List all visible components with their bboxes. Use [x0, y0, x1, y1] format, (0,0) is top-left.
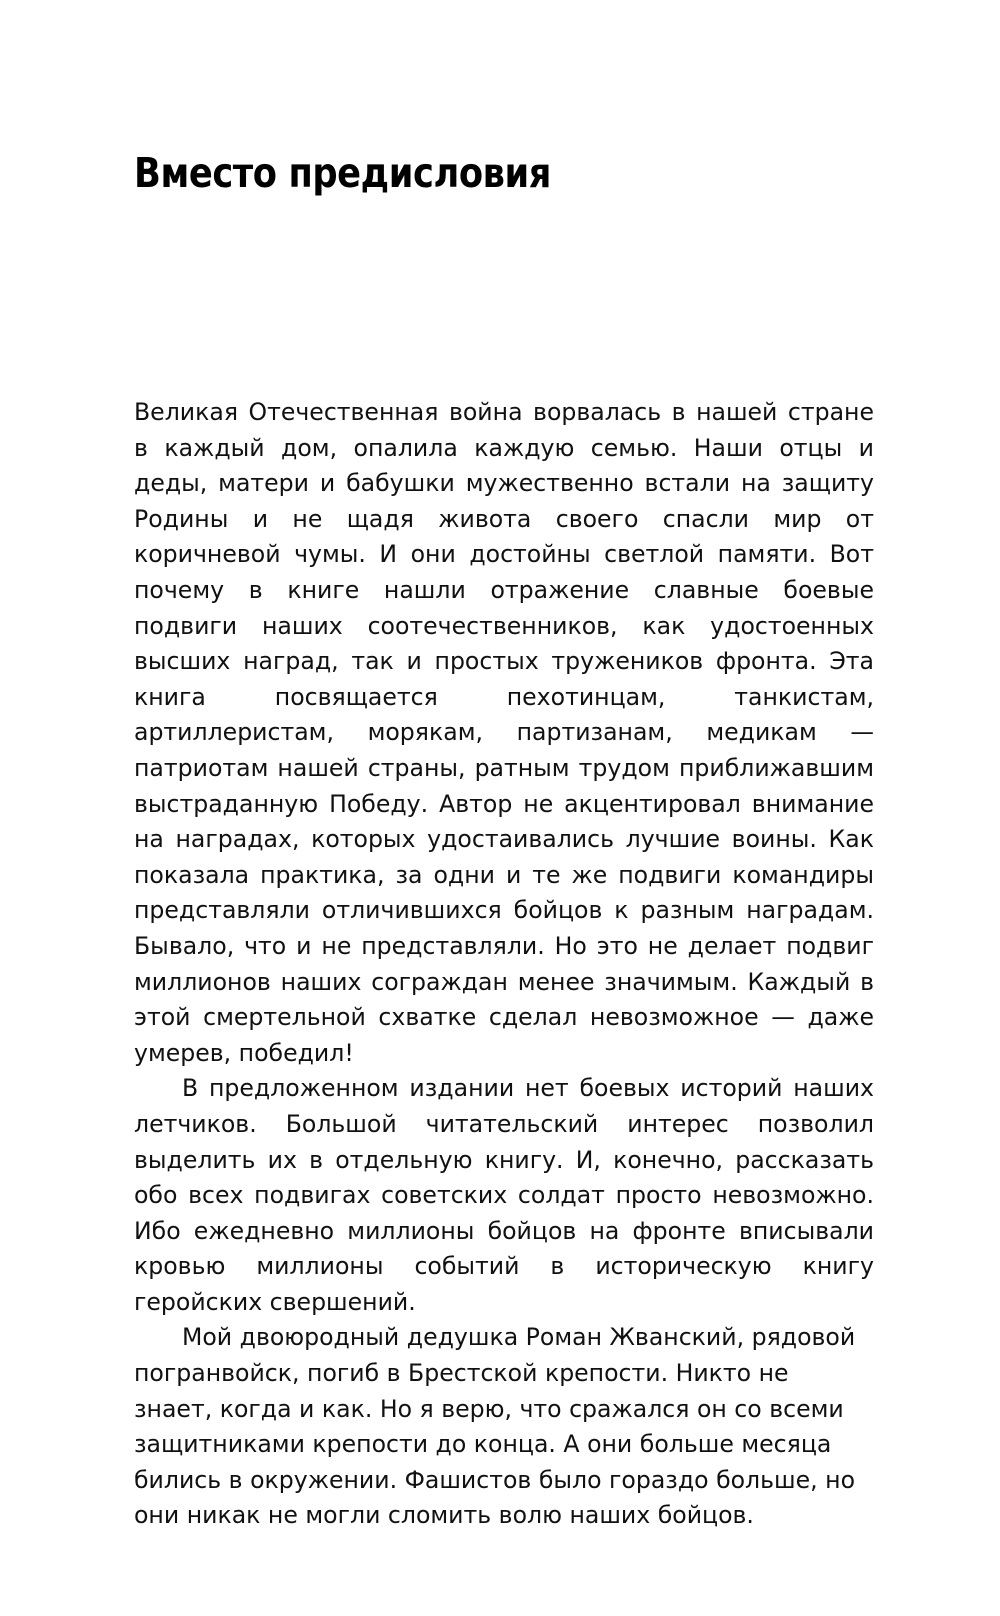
paragraph-2: В предложенном издании нет боевых историй наших летчиков. Большой читательский интерес позволил выделить их в отдельную книгу. И, конечно, рассказать обо всех подвигах советских солдат просто невозможно. Ибо ежедневно миллионы бойцов на фронте вписывали кровью миллионы событий в историческую книгу геройских свершений.	[134, 1074, 874, 1316]
paragraph-1: Великая Отечественная война ворвалась в нашей стране в каждый дом, опалила каждую семью. Наши отцы и деды, матери и бабушки мужественно встали на защиту Родины и не щадя живота своего спасли мир от коричневой чумы. И они достойны светлой памяти. Вот почему в книге нашли отражение славные боевые подвиги наших соотечественников, как удостоенных высших наград, так и простых тружеников фронта. Эта книга посвящается пехотинцам, танкистам, артиллеристам, морякам, партизанам, медикам — патриотам нашей страны, ратным трудом приближавшим выстраданную Победу. Автор не акцентировал внимание на наградах, которых удостаивались лучшие воины. Как показала практика, за одни и те же подвиги командиры представляли отличившихся бойцов к разным наградам. Бывало, что и не представляли. Но это не делает подвиг миллионов наших сограждан менее значимым. Каждый в этой смертельной схватке сделал невозможное — даже умерев, победил!	[134, 398, 874, 1067]
paragraph-3: Мой двоюродный дедушка Роман Жванский, рядовой погранвойск, погиб в Брестской крепости. Никто не знает, когда и как. Но я верю, что сражался он со всеми защитниками крепости до конца. А они больше месяца бились в окружении. Фашистов было гораздо больше, но они никак не могли сломить волю наших бойцов.	[134, 1323, 856, 1530]
page-content	[134, 0, 874, 1534]
body-text	[134, 195, 874, 1534]
page-title: Вместо предисловия	[134, 149, 552, 197]
